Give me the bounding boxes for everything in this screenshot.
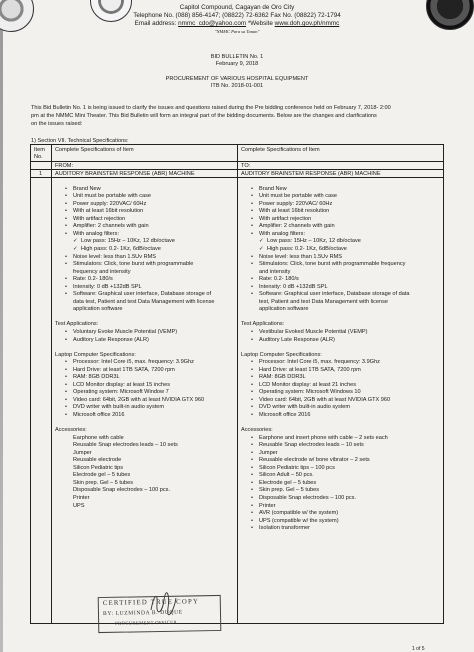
spec-line <box>241 254 441 262</box>
bullet-icon: • <box>65 396 67 403</box>
spec-line <box>55 435 235 443</box>
spec-line <box>241 329 441 337</box>
spec-text: Reusable electrode w/ bone vibrator – 2 sets <box>259 457 370 464</box>
bullet-icon: • <box>251 457 253 464</box>
bullet-icon: • <box>65 374 67 381</box>
spec-text: Test Applications: <box>55 321 99 328</box>
section-title: 1) Section VII. Technical Specifications: <box>31 138 129 144</box>
spec-line <box>55 269 235 277</box>
spec-text: Silicon Adult – 50 pcs. <box>259 472 314 479</box>
spec-line <box>55 337 235 345</box>
spec-text: With artifact rejection <box>73 215 126 222</box>
bullet-icon: • <box>251 502 253 509</box>
spec-text: Video card: 64bit, 2GB with at least NVIDIA GTX 960 <box>259 396 391 403</box>
header-from-spec: Complete Specifications of Item <box>55 147 134 153</box>
spec-text: Auditory Late Response (ALR) <box>259 336 335 343</box>
spec-text: Voluntary Evoke Muscle Potential (VEMP) <box>73 328 178 335</box>
spec-line <box>241 404 441 412</box>
checkmark-icon: ✓ <box>259 238 264 245</box>
spec-line <box>55 450 235 458</box>
bullet-icon: • <box>65 253 67 260</box>
spec-line <box>55 487 235 495</box>
spec-text: High pass: 0.2- 1Kz, 6dB/octave <box>267 245 347 252</box>
bullet-icon: • <box>251 276 253 283</box>
machine-title <box>55 171 235 179</box>
spec-text: RAM: 8GB DDR3L <box>73 374 120 381</box>
spec-line <box>55 503 235 511</box>
header-to-spec: Complete Specifications of Item <box>241 147 320 153</box>
spec-line <box>55 306 235 314</box>
spec-line <box>241 261 441 269</box>
bullet-icon: • <box>251 223 253 230</box>
bullet-icon: • <box>251 464 253 471</box>
spec-text: Laptop Computer Specifications: <box>55 351 136 358</box>
spec-line <box>55 216 235 224</box>
spec-text: Hard Drive: at least 1TB SATA, 7200 rpm <box>259 366 361 373</box>
spec-text: Brand New <box>73 185 101 192</box>
spec-line <box>55 389 235 397</box>
header-item-no: Item No. <box>34 147 45 160</box>
spec-line <box>241 465 441 473</box>
to-specifications-list <box>241 171 441 533</box>
spec-line <box>241 389 441 397</box>
bullet-icon: • <box>251 291 253 298</box>
spec-text: data test, Patient and test Data Management with license <box>73 298 215 305</box>
spec-text: Processor: Intel Core i5, max. frequency: 3.9Ghz <box>73 359 194 366</box>
spacer <box>241 344 441 352</box>
bullet-icon: • <box>251 328 253 335</box>
spec-group-title <box>55 321 235 329</box>
spec-text: UPS (compatible w/ the system) <box>259 517 339 524</box>
spacer <box>241 314 441 322</box>
bullet-icon: • <box>65 200 67 207</box>
spec-text: RAM: 8GB DDR3L <box>259 374 306 381</box>
spec-line <box>55 193 235 201</box>
spec-line <box>55 397 235 405</box>
spec-text: Reusable Snap electrodes leads – 10 sets <box>259 442 364 449</box>
spec-line <box>241 397 441 405</box>
bullet-icon: • <box>251 381 253 388</box>
spec-text: Printer <box>259 502 276 509</box>
spec-text: Low pass: 15Hz – 10Kz, 12 db/octave <box>81 238 175 245</box>
spec-text: and intensity <box>259 268 291 275</box>
bullet-icon: • <box>251 487 253 494</box>
spec-line <box>241 442 441 450</box>
bullet-icon: • <box>251 449 253 456</box>
item-number: 1 <box>39 170 43 177</box>
bullet-icon: • <box>251 479 253 486</box>
spec-text: Electrode gel – 5 tubes <box>73 472 131 479</box>
spec-line <box>55 291 235 299</box>
spacer <box>241 420 441 428</box>
spec-line <box>241 472 441 480</box>
spec-line <box>241 216 441 224</box>
spec-line <box>55 254 235 262</box>
spec-line <box>55 238 235 246</box>
spec-text: Stimulators: Click, tone burst with programmable <box>73 261 194 268</box>
spacer <box>241 178 441 186</box>
spec-line <box>55 442 235 450</box>
bullet-icon: • <box>65 261 67 268</box>
intro-paragraph <box>31 104 441 129</box>
bullet-icon: • <box>251 193 253 200</box>
intro-line: This Bid Bulletin No. 1 is being issued to clarify the issues and questions raised during the Pre bidding conference held on February 7, 2018- 2:00 <box>31 105 391 111</box>
spec-text: application software <box>73 306 123 313</box>
spec-text: Unit must be portable with case <box>73 193 152 200</box>
spec-line <box>241 525 441 533</box>
spec-line <box>55 457 235 465</box>
bullet-icon: • <box>251 442 253 449</box>
spec-line <box>55 299 235 307</box>
bullet-icon: • <box>65 185 67 192</box>
spec-text: Amplifier: 2 channels with gain <box>73 223 149 230</box>
spec-line <box>241 495 441 503</box>
spec-text: Jumper <box>73 449 92 456</box>
spec-line <box>241 246 441 254</box>
bullet-icon: • <box>251 261 253 268</box>
spec-line <box>241 238 441 246</box>
spec-text: Microsoft office 2016 <box>73 412 125 418</box>
checkmark-icon: ✓ <box>73 245 78 252</box>
spec-text: Intensity: 0 dB +132dB SPL <box>73 283 142 290</box>
stamp-title: CERTIFIED TRUE COPY <box>102 598 200 607</box>
header-contact <box>0 20 474 28</box>
bullet-icon: • <box>251 404 253 411</box>
spec-line <box>55 480 235 488</box>
spec-line <box>55 359 235 367</box>
spec-text: AUDITORY BRAINSTEM RESPONSE (ABR) MACHINE <box>241 170 381 177</box>
bullet-icon: • <box>65 412 67 418</box>
spec-text: Hard Drive: at least 1TB SATA, 7200 rpm <box>73 366 175 373</box>
spec-text: Noise level: less than 1.5Uv RMS <box>259 253 343 260</box>
spec-line <box>55 472 235 480</box>
stamp-position: PROCUREMENT OFFICER <box>115 619 177 626</box>
spec-line <box>55 186 235 194</box>
bullet-icon: • <box>251 200 253 207</box>
spec-text: Silicon Pediatric tips – 100 pcs <box>259 464 335 471</box>
spec-text: LCD Monitor display: at least 21 inches <box>259 381 357 388</box>
spec-line <box>55 261 235 269</box>
spec-line <box>241 201 441 209</box>
spec-line <box>241 208 441 216</box>
bulletin-title: BID BULLETIN No. 1 <box>210 54 264 60</box>
spec-text: Skin prep. Gel – 5 tubes <box>73 479 134 486</box>
bullet-icon: • <box>251 208 253 215</box>
certified-true-copy-stamp <box>98 595 222 633</box>
spec-text: Amplifier: 2 channels with gain <box>259 223 335 230</box>
spec-line <box>241 359 441 367</box>
bullet-icon: • <box>251 374 253 381</box>
spec-text: Accessories: <box>241 427 273 434</box>
spec-line <box>241 457 441 465</box>
spec-text: With analog filters: <box>259 230 306 237</box>
bullet-icon: • <box>251 215 253 222</box>
spec-line <box>55 495 235 503</box>
spec-line <box>241 291 441 299</box>
spec-text: Laptop Computer Specifications: <box>241 351 322 358</box>
email-link[interactable]: nmmc_cdo@yahoo.com <box>178 20 247 27</box>
website-prefix: *Website <box>246 20 275 27</box>
spec-line <box>241 480 441 488</box>
bullet-icon: • <box>65 328 67 335</box>
bullet-icon: • <box>65 366 67 373</box>
spec-text: Disposable Snap electrodes – 100 pcs. <box>259 495 357 502</box>
bullet-icon: • <box>65 359 67 366</box>
spec-text: Power supply: 220VAC/ 60Hz <box>259 200 333 207</box>
spec-text: Software: Graphical user interface, Database storage of <box>73 291 212 298</box>
spec-text: Brand New <box>259 185 287 192</box>
specifications-table <box>30 144 444 624</box>
spacer <box>55 420 235 428</box>
bullet-icon: • <box>65 404 67 411</box>
spec-line <box>241 276 441 284</box>
stamp-signatory: BY: LUZMINDA B. DUQUE <box>102 609 183 617</box>
spec-line <box>241 412 441 420</box>
spec-text: Auditory Late Response (ALR) <box>73 336 149 343</box>
spec-group-title <box>241 352 441 360</box>
spec-line <box>241 306 441 314</box>
bullet-icon: • <box>251 495 253 502</box>
machine-title <box>241 171 441 179</box>
spec-text: Power supply: 220VAC/ 60Hz <box>73 200 147 207</box>
from-specifications-list <box>55 171 235 511</box>
bullet-icon: • <box>251 366 253 373</box>
itb-number: ITB No. 2018-01-001 <box>210 83 264 89</box>
email-prefix: Email address: <box>134 20 179 27</box>
spec-text: Vestibular Evoked Muscle Potential (VEMP) <box>259 328 368 335</box>
spec-line <box>241 435 441 443</box>
checkmark-icon: ✓ <box>259 245 264 252</box>
spec-text: Jumper <box>259 449 278 456</box>
spec-line <box>55 374 235 382</box>
bullet-icon: • <box>65 283 67 290</box>
header-telephone: Telephone No. (088) 856-4147; (08822) 72-6362 Fax No. (08822) 72-1794 <box>133 12 341 19</box>
spec-text: UPS <box>73 502 85 509</box>
spec-text: Disposable Snap electrodes – 100 pcs. <box>73 487 171 494</box>
from-label: FROM: <box>55 162 74 169</box>
spec-line <box>55 276 235 284</box>
spec-text: AVR (compatible w/ the system) <box>259 510 339 517</box>
bullet-icon: • <box>65 291 67 298</box>
bullet-icon: • <box>65 276 67 283</box>
bullet-icon: • <box>251 525 253 532</box>
to-label: TO: <box>241 162 251 169</box>
bullet-icon: • <box>251 336 253 343</box>
website-link[interactable]: www.doh.gov.ph/nmmc <box>274 20 340 27</box>
column-divider <box>237 145 238 623</box>
spec-line <box>55 231 235 239</box>
bullet-icon: • <box>65 193 67 200</box>
spec-line <box>55 201 235 209</box>
spec-text: Noise level: less than 1.5Uv RMS <box>73 253 157 260</box>
bulletin-date: February 9, 2018 <box>215 61 259 67</box>
spec-text: test, Patient and test Data Management with license <box>259 298 389 305</box>
spec-group-title <box>55 352 235 360</box>
spec-line <box>241 510 441 518</box>
spec-line <box>241 223 441 231</box>
spec-group-title <box>241 321 441 329</box>
scan-edge <box>0 0 3 652</box>
intro-line: on the issues raised: <box>31 121 83 128</box>
column-divider <box>51 145 52 623</box>
spec-line <box>55 223 235 231</box>
spacer <box>55 178 235 186</box>
bullet-icon: • <box>65 336 67 343</box>
spec-text: frequency and intensity <box>73 268 131 275</box>
spec-text: AUDITORY BRAINSTEM RESPONSE (ABR) MACHINE <box>55 170 195 177</box>
checkmark-icon: ✓ <box>73 238 78 245</box>
spec-text: Video card: 64bit, 2GB with at least NVIDIA GTX 960 <box>73 396 205 403</box>
spec-text: Operating system: Microsoft Window 7 <box>73 389 169 396</box>
spec-text: Electrode gel – 5 tubes <box>259 479 317 486</box>
spec-text: Rate: 0.2- 180/s <box>259 276 299 283</box>
bullet-icon: • <box>251 230 253 237</box>
spec-line <box>55 246 235 254</box>
spec-text: Unit must be portable with case <box>259 193 338 200</box>
spec-line <box>241 382 441 390</box>
spec-text: Low pass: 15Hz – 10Kz, 12 db/octave <box>267 238 361 245</box>
spec-text: Skin prep. Gel – 5 tubes <box>259 487 320 494</box>
spec-line <box>241 186 441 194</box>
bullet-icon: • <box>251 412 253 418</box>
spec-line <box>241 487 441 495</box>
spec-text: High pass: 0.2- 1Kz, 6dB/octave <box>81 245 161 252</box>
spec-line <box>55 329 235 337</box>
spec-text: With analog filters: <box>73 230 120 237</box>
bullet-icon: • <box>251 517 253 524</box>
spec-text: Test Applications: <box>241 321 285 328</box>
bullet-icon: • <box>251 396 253 403</box>
spec-text: Printer <box>73 495 90 502</box>
spec-line <box>241 503 441 511</box>
bullet-icon: • <box>65 230 67 237</box>
spec-text: Silicon Pediatric tips <box>73 464 124 471</box>
spec-text: Reusable electrode <box>73 457 122 464</box>
spec-text: With at least 16bit resolution <box>259 208 330 215</box>
spec-line <box>241 518 441 526</box>
spec-text: Earphone and insert phone with cable – 2 sets each <box>259 434 388 441</box>
bullet-icon: • <box>251 389 253 396</box>
intro-line: pm at the NMMC Mini Theater. This Bid Bulletin will form an integral part of the bidding documents. Below are the changes and clarifications <box>31 113 377 120</box>
spec-line <box>241 269 441 277</box>
spec-text: Accessories: <box>55 427 87 434</box>
spec-text: Software: Graphical user interface, Database storage of data <box>259 291 410 298</box>
spec-line <box>241 374 441 382</box>
header-address: Capitol Compound, Cagayan de Oro City <box>179 4 295 11</box>
spec-line <box>55 367 235 375</box>
spec-line <box>55 208 235 216</box>
bullet-icon: • <box>251 510 253 517</box>
header-motto: "NMMC Para sa Tanan" <box>214 29 260 34</box>
bullet-icon: • <box>251 472 253 479</box>
spec-group-title <box>241 427 441 435</box>
spacer <box>55 344 235 352</box>
spec-text: DVD writer with built-in audio system <box>259 404 351 411</box>
spec-text: LCD Monitor display: at least 15 inches <box>73 381 171 388</box>
spec-line <box>241 337 441 345</box>
bullet-icon: • <box>251 434 253 441</box>
procurement-title: PROCUREMENT OF VARIOUS HOSPITAL EQUIPMENT <box>165 76 309 82</box>
spec-text: Microsoft office 2016 <box>259 412 311 418</box>
bullet-icon: • <box>251 359 253 366</box>
spec-text: Isolation transformer <box>259 525 310 532</box>
spec-text: With artifact rejection <box>259 215 312 222</box>
spec-line <box>241 231 441 239</box>
spec-line <box>55 382 235 390</box>
spec-line <box>241 284 441 292</box>
spec-text: Earphone with cable <box>73 434 124 441</box>
spacer <box>55 314 235 322</box>
bullet-icon: • <box>65 223 67 230</box>
spec-text: DVD writer with built-in audio system <box>73 404 165 411</box>
bullet-icon: • <box>65 215 67 222</box>
spec-text: application software <box>259 306 309 313</box>
bullet-icon: • <box>65 208 67 215</box>
spec-line <box>55 284 235 292</box>
header-row-divider <box>31 161 443 162</box>
bullet-icon: • <box>65 389 67 396</box>
spec-line <box>241 367 441 375</box>
spec-group-title <box>55 427 235 435</box>
spec-text: Rate: 0.2- 180/s <box>73 276 113 283</box>
spec-line <box>55 412 235 420</box>
bullet-icon: • <box>251 283 253 290</box>
spec-line <box>55 465 235 473</box>
spec-text: With at least 16bit resolution <box>73 208 144 215</box>
bullet-icon: • <box>251 185 253 192</box>
page-number: 1 of 5 <box>412 646 425 652</box>
spec-text: Operating system: Microsoft Windows 10 <box>259 389 361 396</box>
bullet-icon: • <box>65 381 67 388</box>
spec-text: Intensity: 0 dB +132dB SPL <box>259 283 328 290</box>
spec-line <box>241 450 441 458</box>
spec-text: Stimulators: Click, tone burst with programmable frequency <box>259 261 406 268</box>
spec-line <box>55 404 235 412</box>
spec-line <box>241 193 441 201</box>
spec-line <box>241 299 441 307</box>
bullet-icon: • <box>251 253 253 260</box>
spec-text: Processor: Intel Core i5, max. frequency: 3.9Ghz <box>259 359 380 366</box>
spec-text: Reusable Snap electrodes leads – 10 sets <box>73 442 178 449</box>
